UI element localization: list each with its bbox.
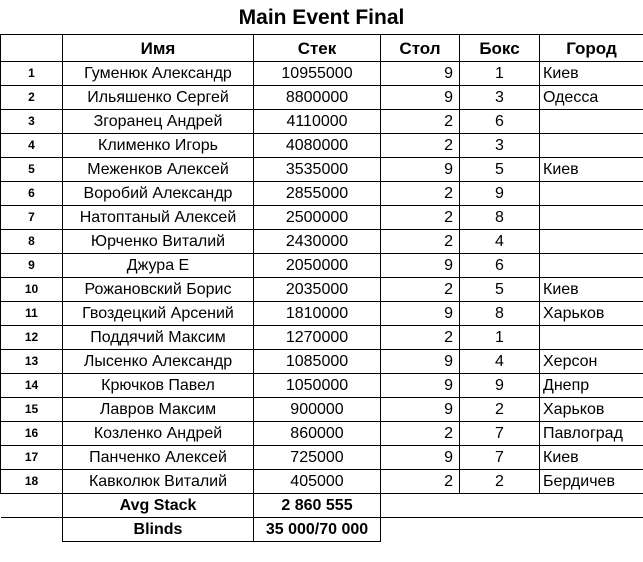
player-table: 9 [381, 398, 460, 422]
player-name: Гуменюк Александр [63, 62, 254, 86]
player-stack: 3535000 [254, 158, 381, 182]
summary-spacer [1, 518, 63, 542]
player-name: Лысенко Александр [63, 350, 254, 374]
summary-row [1, 494, 643, 518]
player-box: 1 [460, 62, 540, 86]
player-city: Киев [540, 158, 643, 182]
row-number: 18 [1, 470, 63, 494]
row-number: 2 [1, 86, 63, 110]
player-box: 5 [460, 158, 540, 182]
table-row [1, 398, 643, 422]
player-city: Павлоград [540, 422, 643, 446]
table-row [1, 62, 643, 86]
table-row [1, 206, 643, 230]
player-name: Панченко Алексей [63, 446, 254, 470]
table-row [1, 86, 643, 110]
table-row [1, 134, 643, 158]
row-number: 11 [1, 302, 63, 326]
table-row [1, 110, 643, 134]
header-number [1, 35, 63, 62]
player-stack: 1810000 [254, 302, 381, 326]
player-name: Натоптаный Алексей [63, 206, 254, 230]
player-name: Меженков Алексей [63, 158, 254, 182]
row-number: 7 [1, 206, 63, 230]
player-box: 9 [460, 182, 540, 206]
player-city [540, 110, 643, 134]
player-stack: 2035000 [254, 278, 381, 302]
player-stack: 2855000 [254, 182, 381, 206]
row-number: 4 [1, 134, 63, 158]
player-table: 2 [381, 278, 460, 302]
player-city: Херсон [540, 350, 643, 374]
player-stack: 405000 [254, 470, 381, 494]
player-name: Гвоздецкий Арсений [63, 302, 254, 326]
table-row [1, 182, 643, 206]
player-box: 4 [460, 350, 540, 374]
table-row [1, 326, 643, 350]
row-number: 1 [1, 62, 63, 86]
player-name: Ильяшенко Сергей [63, 86, 254, 110]
player-stack: 4080000 [254, 134, 381, 158]
player-city [540, 230, 643, 254]
header-row [1, 35, 643, 62]
player-city [540, 134, 643, 158]
player-table: 9 [381, 254, 460, 278]
player-name: Поддячий Максим [63, 326, 254, 350]
player-box: 3 [460, 134, 540, 158]
player-table: 2 [381, 134, 460, 158]
player-name: Джура Е [63, 254, 254, 278]
player-table: 2 [381, 230, 460, 254]
player-city [540, 206, 643, 230]
player-stack: 1085000 [254, 350, 381, 374]
player-city [540, 182, 643, 206]
player-stack: 725000 [254, 446, 381, 470]
row-number: 13 [1, 350, 63, 374]
player-city [540, 326, 643, 350]
player-stack: 2050000 [254, 254, 381, 278]
player-table: 2 [381, 110, 460, 134]
player-stack: 8800000 [254, 86, 381, 110]
player-table: 2 [381, 206, 460, 230]
summary-label: Avg Stack [63, 494, 254, 518]
standings-table [0, 34, 643, 542]
player-name: Лавров Максим [63, 398, 254, 422]
player-table: 9 [381, 86, 460, 110]
player-city: Киев [540, 278, 643, 302]
row-number: 15 [1, 398, 63, 422]
player-name: Згоранец Андрей [63, 110, 254, 134]
row-number: 14 [1, 374, 63, 398]
player-stack: 4110000 [254, 110, 381, 134]
player-box: 6 [460, 110, 540, 134]
player-table: 9 [381, 62, 460, 86]
table-row [1, 230, 643, 254]
summary-empty [381, 518, 643, 542]
table-row [1, 158, 643, 182]
player-city: Бердичев [540, 470, 643, 494]
table-row [1, 446, 643, 470]
player-box: 2 [460, 398, 540, 422]
player-stack: 2500000 [254, 206, 381, 230]
player-table: 2 [381, 326, 460, 350]
summary-empty [381, 494, 643, 518]
player-table: 9 [381, 350, 460, 374]
player-city: Днепр [540, 374, 643, 398]
table-row [1, 278, 643, 302]
player-table: 2 [381, 470, 460, 494]
row-number: 16 [1, 422, 63, 446]
row-number: 10 [1, 278, 63, 302]
player-city: Киев [540, 446, 643, 470]
sheet-title: Main Event Final [238, 6, 405, 29]
player-name: Клименко Игорь [63, 134, 254, 158]
player-stack: 2430000 [254, 230, 381, 254]
player-box: 8 [460, 206, 540, 230]
player-name: Козленко Андрей [63, 422, 254, 446]
summary-label: Blinds [63, 518, 254, 542]
player-table: 9 [381, 446, 460, 470]
player-table: 9 [381, 374, 460, 398]
player-box: 5 [460, 278, 540, 302]
player-box: 7 [460, 422, 540, 446]
table-row [1, 422, 643, 446]
player-box: 1 [460, 326, 540, 350]
player-name: Кавколюк Виталий [63, 470, 254, 494]
player-box: 3 [460, 86, 540, 110]
summary-row [1, 518, 643, 542]
player-city: Харьков [540, 398, 643, 422]
player-box: 7 [460, 446, 540, 470]
header-box: Бокс [460, 35, 540, 62]
row-number: 6 [1, 182, 63, 206]
row-number: 12 [1, 326, 63, 350]
player-table: 9 [381, 302, 460, 326]
player-city: Харьков [540, 302, 643, 326]
player-city [540, 254, 643, 278]
summary-value: 2 860 555 [254, 494, 381, 518]
summary-value: 35 000/70 000 [254, 518, 381, 542]
table-row [1, 470, 643, 494]
player-table: 2 [381, 422, 460, 446]
row-number: 9 [1, 254, 63, 278]
player-table: 9 [381, 158, 460, 182]
player-stack: 1270000 [254, 326, 381, 350]
player-name: Рожановский Борис [63, 278, 254, 302]
row-number: 3 [1, 110, 63, 134]
player-table: 2 [381, 182, 460, 206]
row-number: 17 [1, 446, 63, 470]
player-name: Юрченко Виталий [63, 230, 254, 254]
player-city: Киев [540, 62, 643, 86]
player-name: Воробий Александр [63, 182, 254, 206]
player-box: 9 [460, 374, 540, 398]
row-number: 8 [1, 230, 63, 254]
header-stack: Стек [254, 35, 381, 62]
header-table: Стол [381, 35, 460, 62]
table-row [1, 374, 643, 398]
player-city: Одесса [540, 86, 643, 110]
table-row [1, 254, 643, 278]
player-stack: 860000 [254, 422, 381, 446]
summary-spacer [1, 494, 63, 518]
player-box: 6 [460, 254, 540, 278]
player-stack: 900000 [254, 398, 381, 422]
player-stack: 10955000 [254, 62, 381, 86]
player-box: 4 [460, 230, 540, 254]
player-box: 8 [460, 302, 540, 326]
table-row [1, 350, 643, 374]
row-number: 5 [1, 158, 63, 182]
table-row [1, 302, 643, 326]
player-box: 2 [460, 470, 540, 494]
player-name: Крючков Павел [63, 374, 254, 398]
header-city: Город [540, 35, 643, 62]
player-stack: 1050000 [254, 374, 381, 398]
header-name: Имя [63, 35, 254, 62]
